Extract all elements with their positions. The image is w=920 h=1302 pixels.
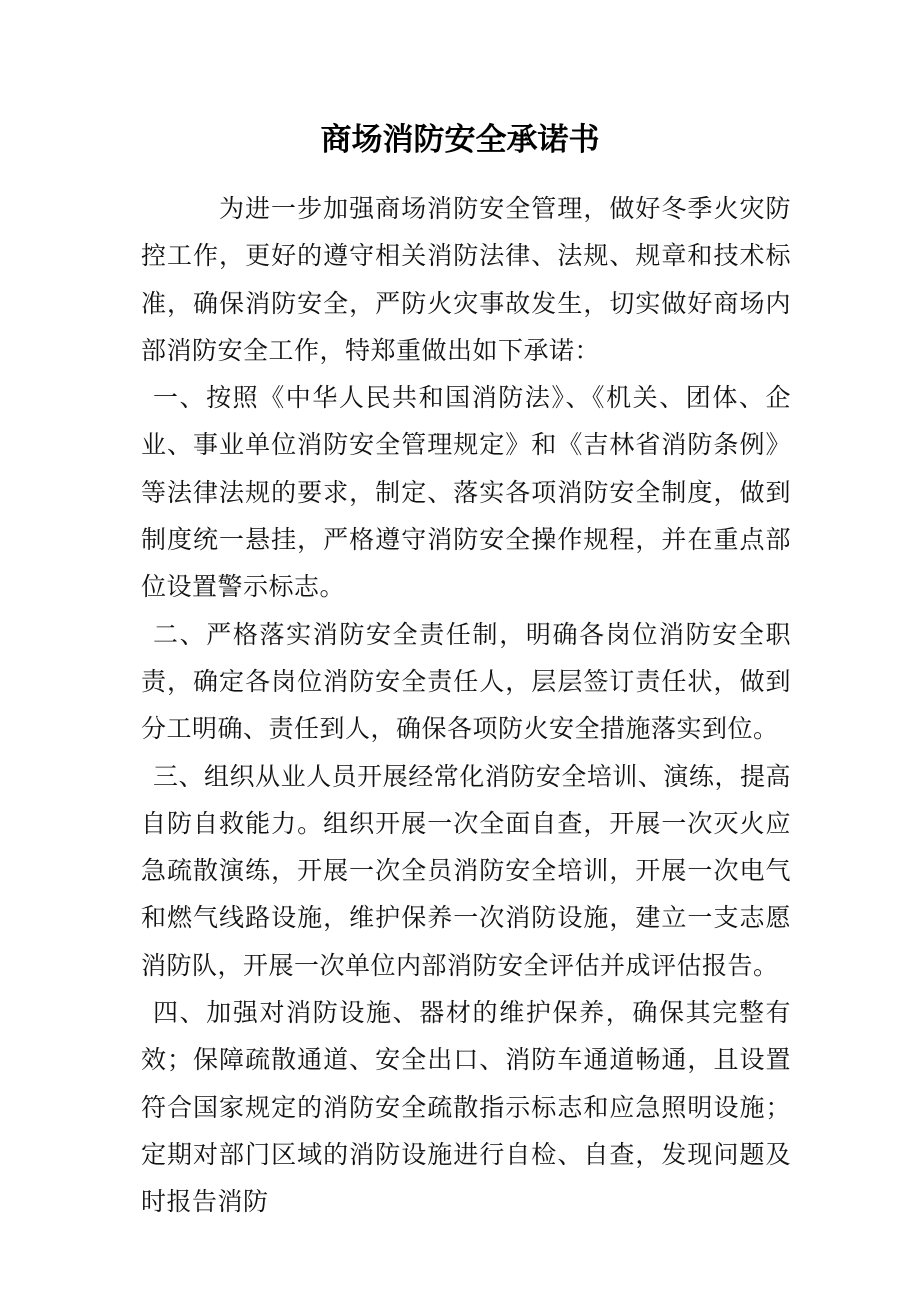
commitment-paragraph-1: 一、按照《中华人民共和国消防法》、《机关、团体、企业、事业单位消防安全管理规定》和《吉林省消防条例》等法律法规的要求，制定、落实各项消防安全制度，做到制度统一悬挂，严格遵守消防安全操作规程，并在重点部位设置警示标志。 <box>141 383 791 602</box>
document-title: 商场消防安全承诺书 <box>320 122 600 158</box>
intro-paragraph: 为进一步加强商场消防安全管理，做好冬季火灾防控工作，更好的遵守相关消防法律、法规、规章和技术标准，确保消防安全，严防火灾事故发生，切实做好商场内部消防安全工作，特郑重做出如下承诺： <box>141 194 791 365</box>
commitment-paragraph-4: 四、加强对消防设施、器材的维护保养，确保其完整有效；保障疏散通道、安全出口、消防车通道畅通，且设置符合国家规定的消防安全疏散指示标志和应急照明设施；定期对部门区域的消防设施进行自检、自查，发现问题及时报告消防 <box>141 998 791 1217</box>
commitment-paragraph-3: 三、组织从业人员开展经常化消防安全培训、演练，提高自防自救能力。组织开展一次全面自查，开展一次灭火应急疏散演练，开展一次全员消防安全培训，开展一次电气和燃气线路设施，维护保养一次消防设施，建立一支志愿消防队，开展一次单位内部消防安全评估并成评估报告。 <box>141 761 791 980</box>
commitment-paragraph-2: 二、严格落实消防安全责任制，明确各岗位消防安全职责，确定各岗位消防安全责任人，层层签订责任状，做到分工明确、责任到人，确保各项防火安全措施落实到位。 <box>141 619 791 744</box>
document-body <box>141 185 791 1226</box>
